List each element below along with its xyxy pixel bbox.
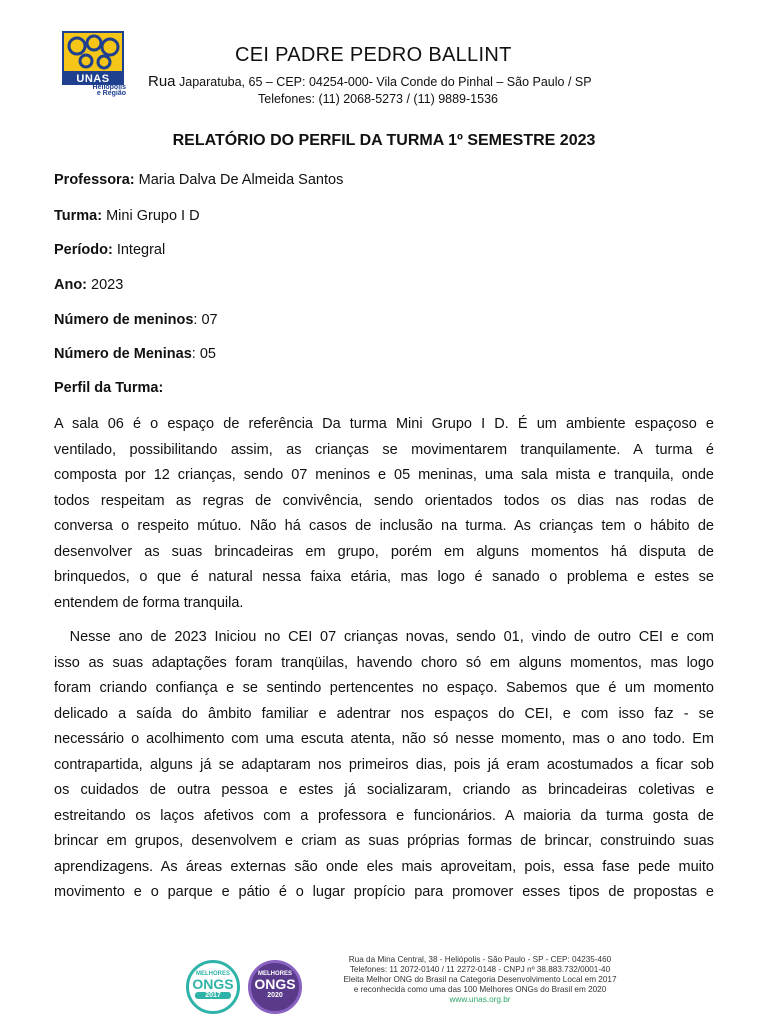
- footer-award-2017: Eleita Melhor ONG do Brasil na Categoria Desenvolvimento Local em 2017: [343, 975, 617, 984]
- paragraph-line: aprendizagens. As áreas externas são onde eles mais aproveitam, pois, essa fase pede muito: [54, 858, 714, 875]
- paragraph-line: Nesse ano de 2023 Iniciou no CEI 07 crianças novas, sendo 01, vindo de outro CEI e com: [54, 629, 714, 645]
- section-title: Perfil da Turma:: [54, 380, 164, 396]
- paragraph-line: foram criando confiança e se sentindo pertencentes no espaço. Sabemos que é um momento: [54, 680, 714, 696]
- paragraph-line: contrapartida, alguns já se adaptaram nos primeiros dias, pois já eram acostumados a ficar sob: [54, 756, 714, 773]
- logo-subtitle: Heliópolis e Região: [92, 84, 126, 97]
- paragraph-line: delicado a saída do âmbito familiar e adentrar nos espaços do CEI, e com isso faz - se: [54, 705, 714, 722]
- paragraph-line: isso as suas adaptações foram tranqüilas, havendo choro só em alguns momentos, mas logo: [54, 654, 714, 671]
- school-name: CEI PADRE PEDRO BALLINT: [235, 44, 512, 66]
- paragraph-line: conversa o respeito mútuo. Não há casos de inclusão na turma. As crianças tem o hábito de: [54, 518, 714, 534]
- paragraph-line: desenvolver as suas brincadeiras em grupo, porém em alguns momentos há disputa de: [54, 543, 714, 560]
- melhores-ongs-2020-badge: MELHORES ONGS 2020: [248, 960, 302, 1014]
- report-title: RELATÓRIO DO PERFIL DA TURMA 1º SEMESTRE 2023: [172, 132, 596, 149]
- paragraph-line: composta por 12 crianças, sendo 07 meninos e 05 meninas, uma sala mista e tranquila, onde: [54, 467, 714, 483]
- footer-address: Rua da Mina Central, 38 - Heliópolis - São Paulo - SP - CEP: 04235-460: [348, 955, 612, 964]
- paragraph-line: ventilado, possibilitando assim, as crianças se movimentarem tranquilamente. A turma é: [54, 441, 714, 458]
- school-address: Rua Japaratuba, 65 – CEP: 04254-000- Vila Conde do Pinhal – São Paulo / SP: [148, 73, 592, 90]
- field-meninas: Número de Meninas: 05: [54, 346, 216, 362]
- paragraph-line: movimento e o parque e pátio é o lugar propício para promover esses tipos de propostas e: [54, 884, 714, 900]
- footer-info: [318, 955, 648, 1005]
- field-meninos: Número de meninos: 07: [54, 312, 218, 328]
- paragraph-2: [54, 625, 714, 906]
- field-ano: Ano: 2023: [54, 277, 124, 293]
- logo-emblem: [62, 31, 124, 73]
- paragraph-line: os cuidados de outra pessoa e estes já socializaram, criando as brincadeiras coletivas e: [54, 782, 714, 798]
- field-professora: Professora: Maria Dalva De Almeida Santos: [54, 172, 344, 188]
- melhores-ongs-2017-badge: MELHORES ONGS 2017: [186, 960, 240, 1014]
- paragraph-line: necessário o acolhimento com uma escuta atenta, não só nesse momento, mas o ano todo. Em: [54, 731, 714, 747]
- footer-website-link[interactable]: www.unas.org.br: [449, 995, 511, 1004]
- paragraph-line: estreitando os laços afetivos com a professora e funcionários. A maioria da turma gosta de: [54, 807, 714, 824]
- school-phones: Telefones: (11) 2068-5273 / (11) 9889-1536: [258, 92, 498, 106]
- paragraph-line: entendem de forma tranquila.: [54, 594, 244, 611]
- field-periodo: Período: Integral: [54, 242, 166, 258]
- unas-logo: [62, 31, 124, 97]
- paragraph-line: todos respeitam as regras de convivência, sendo orientados todos os dias nas rodas de: [54, 492, 714, 509]
- footer-award-2020: e reconhecida como uma das 100 Melhores ONGs do Brasil em 2020: [353, 985, 607, 994]
- logo-text: UNAS: [62, 73, 124, 85]
- logo-faces-icon: [64, 33, 122, 71]
- paragraph-line: brincar em grupos, desenvolvem e criam as suas próprias formas de brincar, construindo suas: [54, 833, 714, 849]
- footer-phones: Telefones: 11 2072-0140 / 11 2272-0148 - CNPJ nº 38.883.732/0001-40: [349, 965, 611, 974]
- paragraph-1: [54, 412, 714, 616]
- paragraph-line: A sala 06 é o espaço de referência Da turma Mini Grupo I D. É um ambiente espaçoso e: [54, 416, 714, 432]
- field-turma: Turma: Mini Grupo I D: [54, 208, 200, 224]
- paragraph-line: brinquedos, o que é natural nessa faixa etária, mas logo é sanado o problema e estes se: [54, 569, 714, 585]
